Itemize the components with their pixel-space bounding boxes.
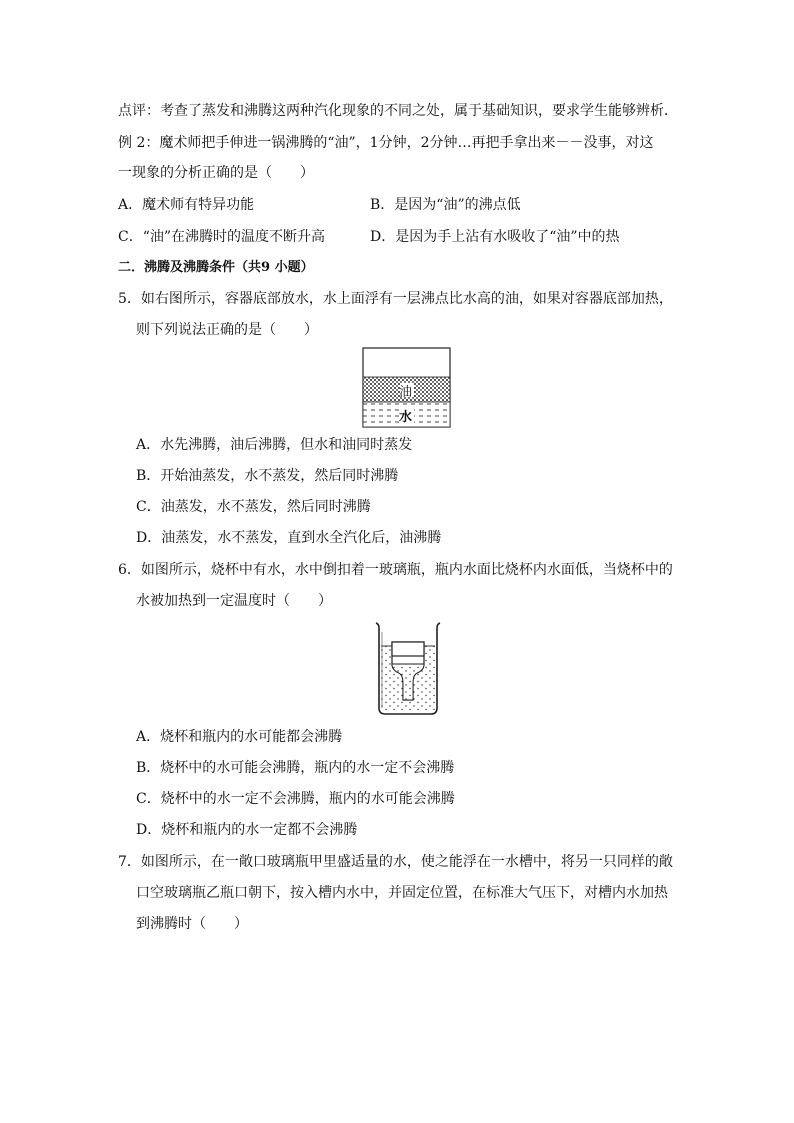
question-6-option-b: B．烧杯中的水可能会沸腾，瓶内的水一定不会沸腾 — [136, 760, 455, 776]
question-6-line2: 水被加热到一定温度时（ ） — [136, 593, 332, 609]
question-7-line1: 7．如图所示，在一敞口玻璃瓶甲里盛适量的水，使之能浮在一水槽中，将另一只同样的敞 — [118, 854, 673, 870]
question-5-option-d: D．油蒸发，水不蒸发，直到水全汽化后，油沸腾 — [136, 530, 442, 546]
beaker-inverted-bottle-figure — [372, 620, 444, 716]
oil-label: 油 — [399, 385, 413, 400]
question-7-line2: 口空玻璃瓶乙瓶口朝下，按入槽内水中，并固定位置，在标准大气压下，对槽内水加热 — [136, 885, 668, 901]
example-2-line2: 一现象的分析正确的是（ ） — [118, 165, 314, 181]
example-2-line1: 例 2：魔术师把手伸进一锅沸腾的“油”，1分钟，2分钟…再把手拿出来－－没事，对这 — [118, 135, 654, 151]
section-heading: 二．沸腾及沸腾条件（共9 小题） — [118, 260, 314, 275]
example-2-option-b: B．是因为“油”的沸点低 — [370, 197, 521, 213]
question-6-option-c: C．烧杯中的水一定不会沸腾，瓶内的水可能会沸腾 — [136, 791, 455, 807]
question-6-option-d: D．烧杯和瓶内的水一定都不会沸腾 — [136, 822, 358, 838]
question-5-option-a: A．水先沸腾，油后沸腾，但水和油同时蒸发 — [136, 437, 413, 453]
example-2-option-d: D．是因为手上沾有水吸收了“油”中的热 — [370, 229, 620, 245]
example-2-option-c: C．“油”在沸腾时的温度不断升高 — [118, 229, 326, 245]
example-2-option-a: A．魔术师有特异功能 — [118, 197, 255, 213]
question-7-line3: 到沸腾时（ ） — [136, 916, 248, 932]
question-5-line2: 则下列说法正确的是（ ） — [136, 322, 318, 338]
water-label: 水 — [399, 410, 413, 425]
comment-text: 点评：考查了蒸发和沸腾这两种汽化现象的不同之处，属于基础知识，要求学生能够辨析． — [118, 103, 678, 119]
question-6-option-a: A．烧杯和瓶内的水可能都会沸腾 — [136, 729, 343, 745]
question-5-line1: 5．如右图所示，容器底部放水，水上面浮有一层沸点比水高的油，如果对容器底部加热， — [118, 291, 673, 307]
question-5-option-c: C．油蒸发，水不蒸发，然后同时沸腾 — [136, 499, 371, 515]
question-5-option-b: B．开始油蒸发，水不蒸发，然后同时沸腾 — [136, 468, 399, 484]
question-6-line1: 6．如图所示，烧杯中有水，水中倒扣着一玻璃瓶，瓶内水面比烧杯内水面低，当烧杯中的 — [118, 562, 673, 578]
